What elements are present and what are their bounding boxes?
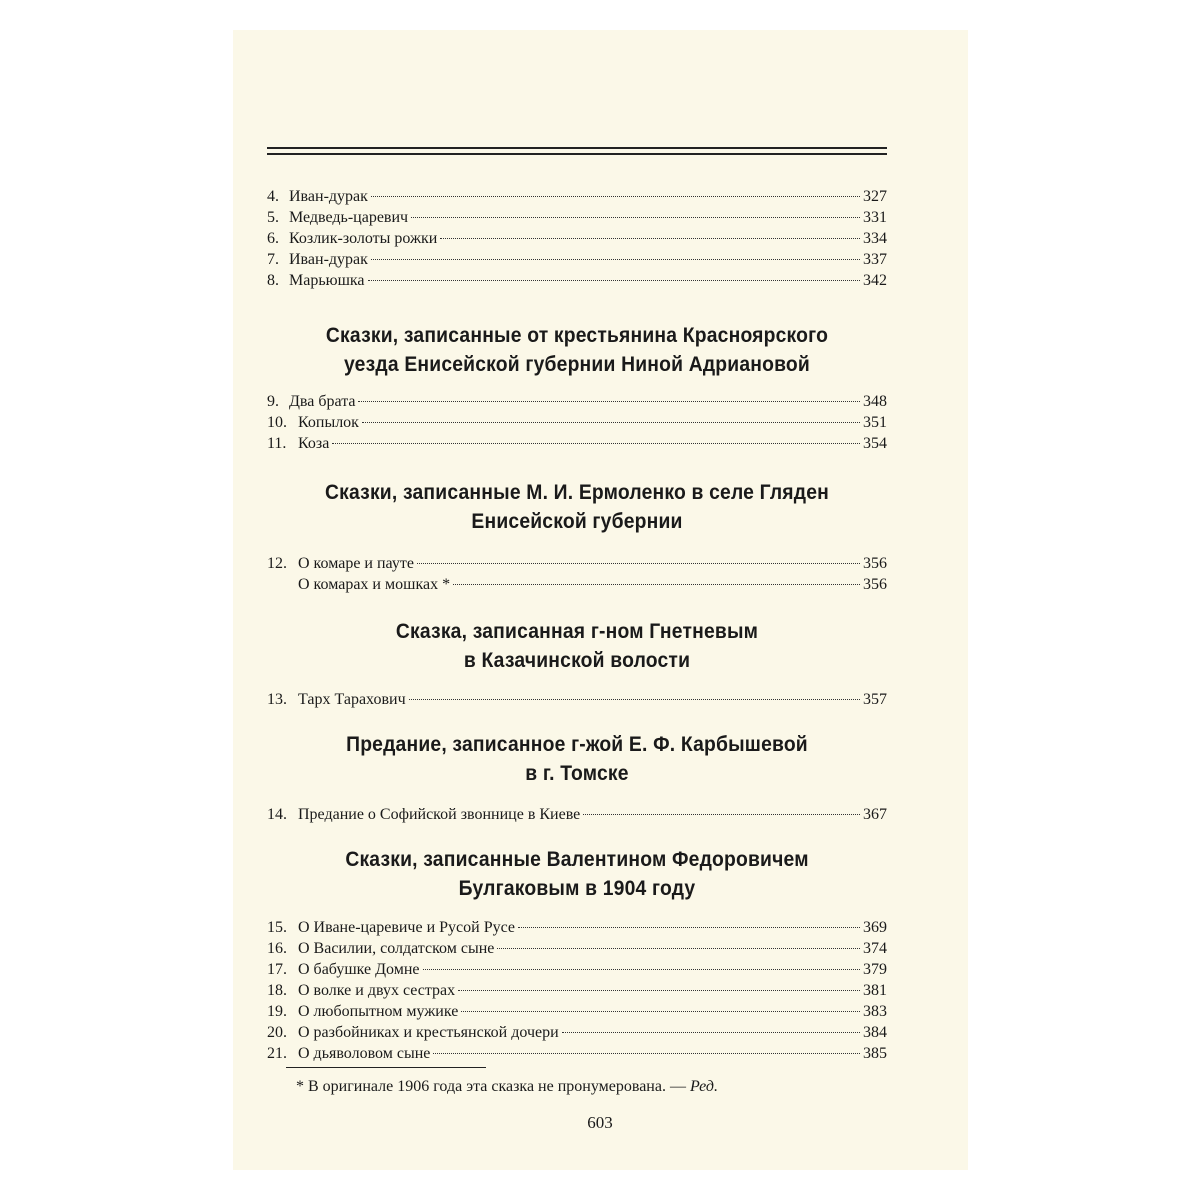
dot-leader [562,1032,860,1033]
dot-leader [411,217,860,218]
header-rule-bottom [267,153,887,155]
dot-leader [518,927,860,928]
toc-section [267,617,887,710]
entry-number: 5. [267,209,279,226]
entry-number: 9. [267,393,279,410]
entry-title: О бабушке Домне [298,961,420,978]
entry-page-number: 356 [863,555,887,572]
entry-title: О Василии, солдатском сыне [298,940,495,957]
entry-page-number: 381 [863,982,887,999]
toc-entry [267,689,887,710]
toc-entry [267,804,887,825]
toc-entry [267,412,887,433]
entry-page-number: 348 [863,393,887,410]
toc-list [267,391,887,454]
toc-entry [267,228,887,249]
dot-leader [461,1011,860,1012]
entry-number: 17. [267,961,287,978]
toc-section [267,730,887,825]
toc-entry [267,980,887,1001]
entry-title: Предание о Софийской звоннице в Киеве [298,806,581,823]
toc-sections [267,321,887,1064]
header-rule-top [267,147,887,149]
section-heading-line: уезда Енисейской губернии Ниной Адриановой [344,353,810,376]
section-heading-line: Енисейской губернии [471,510,683,533]
entry-number: 14. [267,806,287,823]
entry-page-number: 351 [863,414,887,431]
entry-number: 20. [267,1024,287,1041]
dot-leader [358,401,860,402]
footnote-rule [286,1067,486,1068]
table-of-contents [267,186,887,1064]
dot-leader [458,990,860,991]
entry-title: Козлик-золоты рожки [289,230,438,247]
toc-entry [267,1022,887,1043]
entry-number: 11. [267,435,287,452]
section-heading [292,617,862,675]
toc-entry [267,1043,887,1064]
section-heading [292,478,862,536]
toc-list [267,689,887,710]
toc-list [267,553,887,595]
entry-number: 7. [267,251,279,268]
entry-title: Марьюшка [289,272,365,289]
entry-number: 16. [267,940,287,957]
dot-leader [371,196,860,197]
entry-page-number: 334 [863,230,887,247]
dot-leader [332,443,860,444]
toc-entry [267,917,887,938]
entry-page-number: 357 [863,691,887,708]
entry-title: О комаре и пауте [298,555,414,572]
entry-page-number: 374 [863,940,887,957]
entry-number: 13. [267,691,287,708]
entry-page-number: 337 [863,251,887,268]
toc-entry [267,959,887,980]
section-heading-line: в Казачинской волости [463,649,691,672]
dot-leader [583,814,860,815]
entry-title: Медведь-царевич [289,209,409,226]
entry-title: Коза [298,435,330,452]
toc-section [267,845,887,1064]
entry-number: 8. [267,272,279,289]
section-heading-line: Булгаковым в 1904 году [458,877,696,900]
entry-page-number: 327 [863,188,887,205]
entry-number: 10. [267,414,287,431]
entry-number: 18. [267,982,287,999]
dot-leader [433,1053,860,1054]
entry-title: О волке и двух сестрах [298,982,456,999]
toc-entry [267,270,887,291]
entry-page-number: 331 [863,209,887,226]
entry-page-number: 383 [863,1003,887,1020]
entry-page-number: 354 [863,435,887,452]
section-heading [292,730,862,788]
entry-page-number: 379 [863,961,887,978]
dot-leader [417,563,860,564]
entry-title: Тарх Тарахович [298,691,406,708]
toc-entry [267,553,887,574]
toc-entry [267,574,887,595]
dot-leader [440,238,860,239]
entry-title: О любопытном мужике [298,1003,459,1020]
entry-title: Копылок [298,414,359,431]
entry-number: 21. [267,1045,287,1062]
section-heading-line: Сказка, записанная г-ном Гнетневым [395,620,759,643]
dot-leader [423,969,860,970]
dot-leader [497,948,860,949]
toc-entry [267,391,887,412]
entry-number: 12. [267,555,287,572]
toc-entry [267,938,887,959]
section-heading-line: Сказки, записанные Валентином Федоровичем [345,848,809,871]
toc-section [267,478,887,595]
page-number: 603 [587,1113,613,1132]
dot-leader [453,584,860,585]
footnote-text: * В оригинале 1906 года эта сказка не пронумерована. — [296,1078,686,1095]
toc-entry [267,249,887,270]
dot-leader [371,259,860,260]
toc-entry [267,186,887,207]
toc-entry [267,207,887,228]
entry-number: 6. [267,230,279,247]
toc-entry [267,433,887,454]
entry-page-number: 356 [863,576,887,593]
entry-page-number: 369 [863,919,887,936]
entry-page-number: 367 [863,806,887,823]
toc-list [267,804,887,825]
entry-title: Иван-дурак [289,188,368,205]
entry-page-number: 384 [863,1024,887,1041]
toc-list [267,186,887,291]
entry-title: О разбойниках и крестьянской дочери [298,1024,559,1041]
entry-page-number: 385 [863,1045,887,1062]
section-heading-line: в г. Томске [525,762,629,785]
entry-title: О дьяволовом сыне [298,1045,431,1062]
dot-leader [409,699,860,700]
footnote-editor: Ред. [689,1078,718,1095]
section-heading [292,321,862,379]
entry-number: 19. [267,1003,287,1020]
dot-leader [362,422,860,423]
section-heading-line: Предание, записанное г-жой Е. Ф. Карбышевой [346,733,808,756]
toc-entry [267,1001,887,1022]
entry-number: 15. [267,919,287,936]
section-heading-line: Сказки, записанные М. И. Ермоленко в селе Гляден [325,481,829,504]
entry-title: Иван-дурак [289,251,368,268]
entry-title: О комарах и мошках * [298,576,451,593]
entry-title: Два брата [289,393,356,410]
entry-title: О Иване-царевиче и Русой Русе [298,919,515,936]
entry-number: 4. [267,188,279,205]
toc-section [267,321,887,454]
toc-list [267,917,887,1064]
footnote [296,1077,856,1097]
section-heading-line: Сказки, записанные от крестьянина Красноярского [325,324,829,347]
section-heading [292,845,862,903]
entry-page-number: 342 [863,272,887,289]
dot-leader [368,280,860,281]
